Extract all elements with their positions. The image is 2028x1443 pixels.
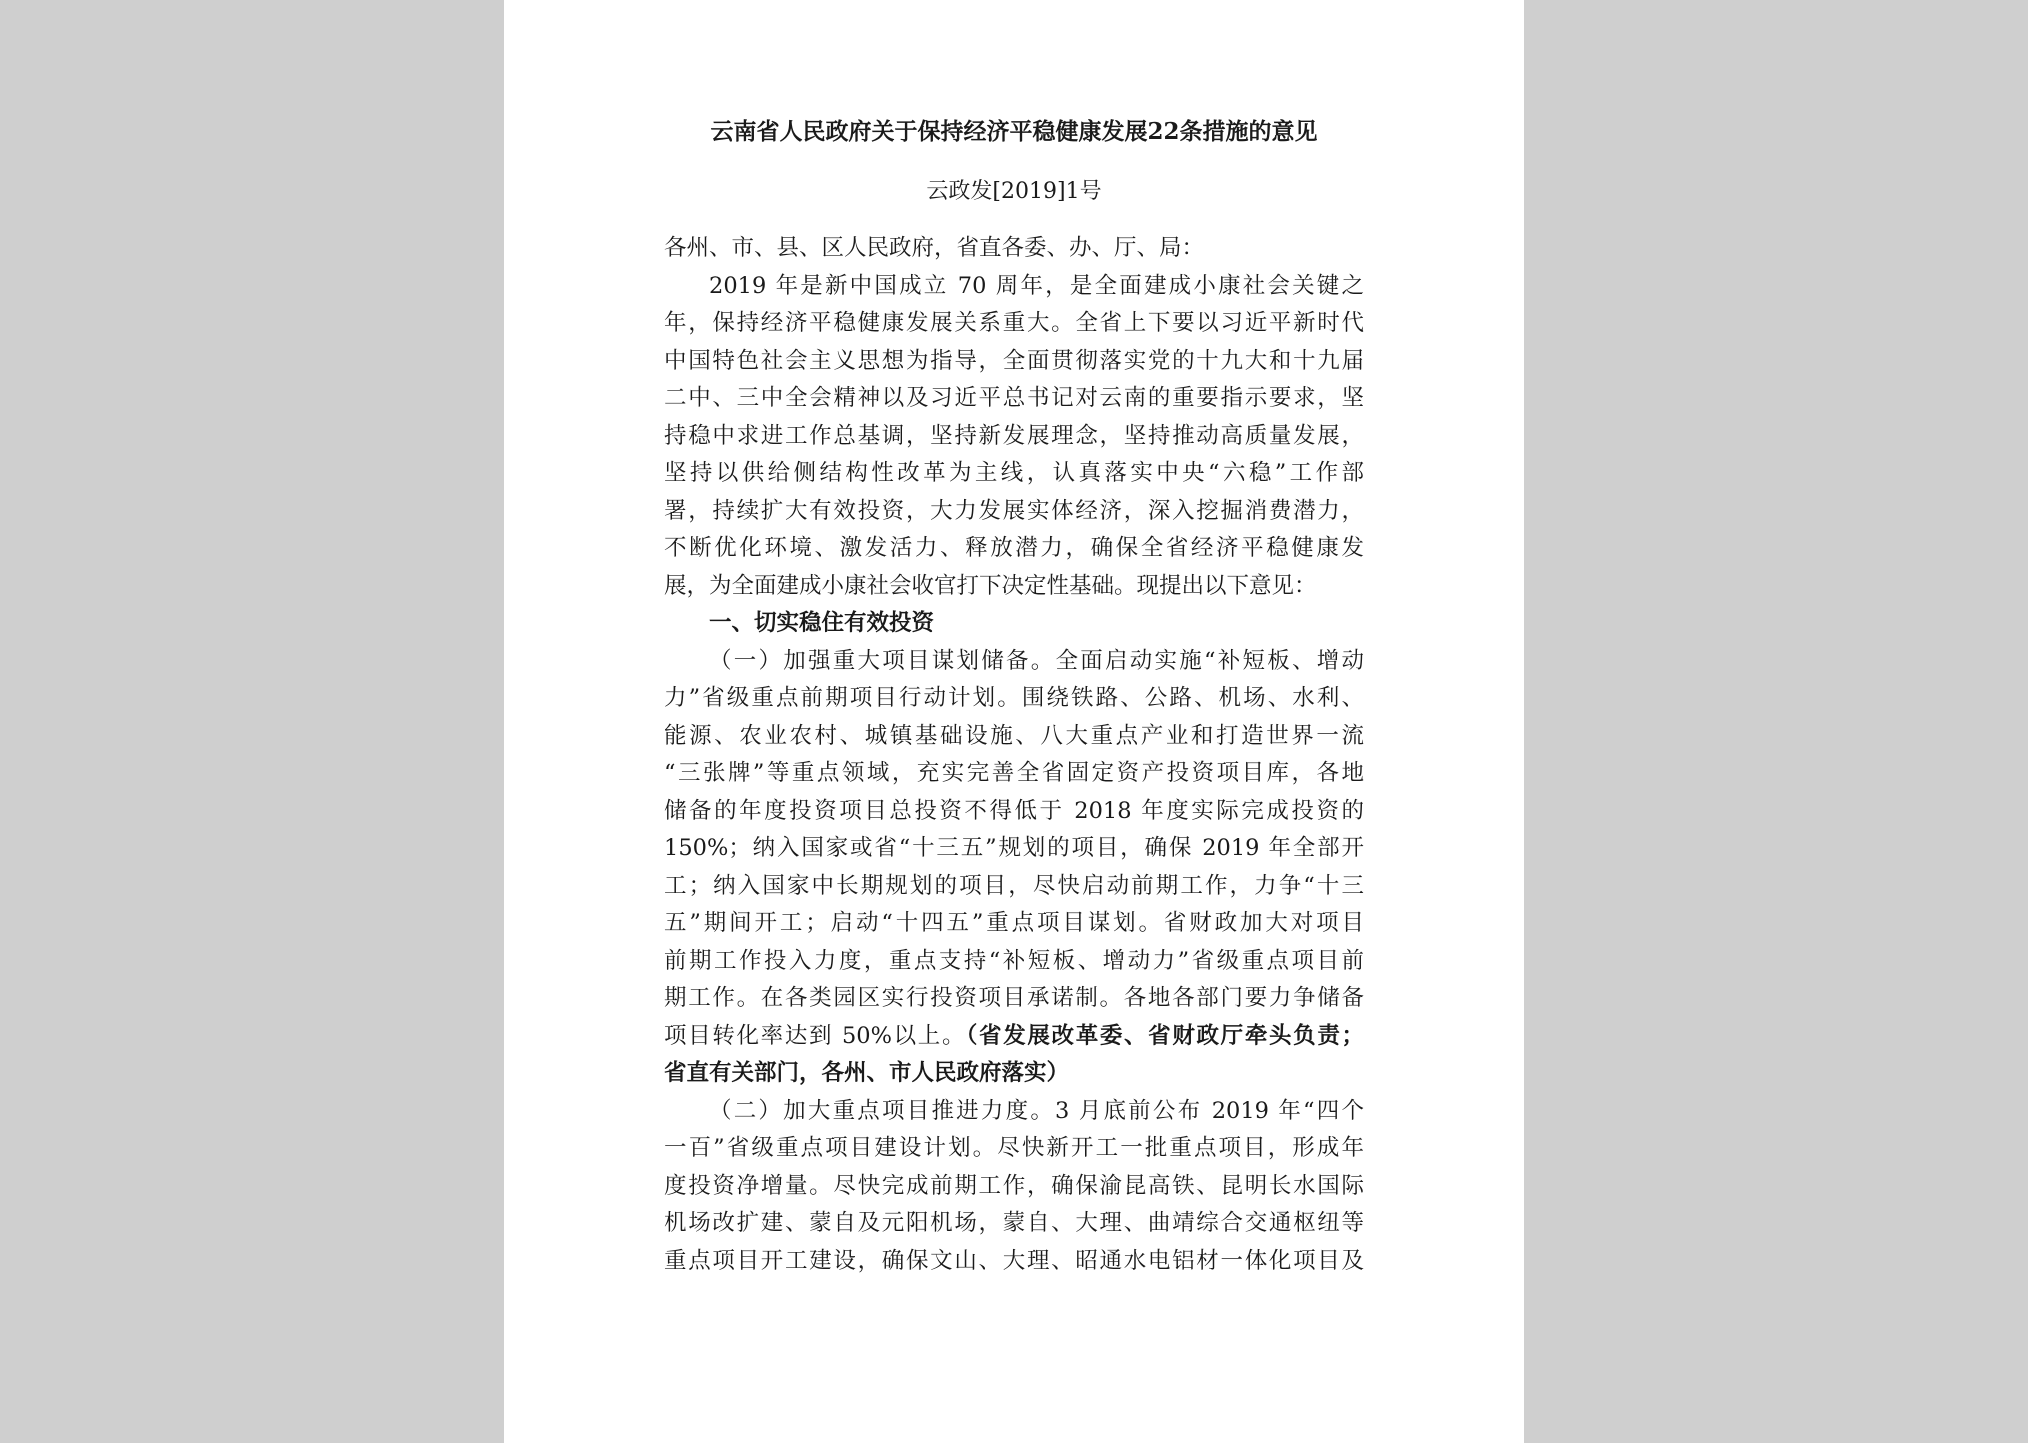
responsible-note: 省直有关部门，各州、市人民政府落实） <box>664 1060 1070 1086</box>
paragraph-line: 坚持以供给侧结构性改革为主线，认真落实中央“六稳”工作部 <box>664 460 1364 486</box>
paragraph-line: 储备的年度投资项目总投资不得低于 2018 年度实际完成投资的 <box>664 797 1364 824</box>
paragraph-line: 度投资净增量。尽快完成前期工作，确保渝昆高铁、昆明长水国际 <box>664 1172 1364 1199</box>
document-number: 云政发[2019]1号 <box>926 179 1102 204</box>
paragraph-line: 五”期间开工；启动“十四五”重点项目谋划。省财政加大对项目 <box>664 910 1364 936</box>
paragraph-line: 力”省级重点前期项目行动计划。围绕铁路、公路、机场、水利、 <box>664 685 1364 711</box>
document-body <box>664 112 1364 1280</box>
paragraph-line: 前期工作投入力度，重点支持“补短板、增动力”省级重点项目前 <box>664 947 1364 974</box>
paragraph-line: 持稳中求进工作总基调，坚持新发展理念，坚持推动高质量发展， <box>664 422 1364 449</box>
paragraph-line: 重点项目开工建设，确保文山、大理、昭通水电铝材一体化项目及 <box>664 1247 1364 1274</box>
salutation: 各州、市、县、区人民政府，省直各委、办、厅、局： <box>664 235 1205 261</box>
paragraph-line: 展，为全面建成小康社会收官打下决定性基础。现提出以下意见： <box>664 572 1317 599</box>
paragraph-line: （一）加强重大项目谋划储备。全面启动实施“补短板、增动 <box>709 647 1364 674</box>
section-heading: 一、切实稳住有效投资 <box>709 610 935 636</box>
paragraph-line: 2019 年是新中国成立 70 周年，是全面建成小康社会关键之 <box>709 272 1364 299</box>
document-title: 云南省人民政府关于保持经济平稳健康发展22条措施的意见 <box>710 118 1318 145</box>
paragraph-line: “三张牌”等重点领域，充实完善全省固定资产投资项目库，各地 <box>664 760 1364 786</box>
paragraph-line: 署，持续扩大有效投资，大力发展实体经济，深入挖掘消费潜力， <box>664 497 1364 524</box>
paragraph-line: 二中、三中全会精神以及习近平总书记对云南的重要指示要求，坚 <box>664 385 1364 411</box>
paragraph-line: 能源、农业农村、城镇基础设施、八大重点产业和打造世界一流 <box>664 722 1364 749</box>
responsible-note: （省发展改革委、省财政厅牵头负责； <box>966 1022 1364 1049</box>
paragraph-line: 150%；纳入国家或省“十三五”规划的项目，确保 2019 年全部开 <box>664 835 1364 861</box>
paragraph-line: 不断优化环境、激发活力、释放潜力，确保全省经济平稳健康发 <box>664 535 1364 561</box>
document-page <box>504 0 1524 1443</box>
paragraph-line: 中国特色社会主义思想为指导，全面贯彻落实党的十九大和十九届 <box>664 347 1364 374</box>
paragraph-line: 期工作。在各类园区实行投资项目承诺制。各地各部门要力争储备 <box>664 985 1364 1011</box>
paragraph-line: 工；纳入国家中长期规划的项目，尽快启动前期工作，力争“十三 <box>664 872 1364 899</box>
paragraph-line <box>664 1018 1364 1056</box>
paragraph-line: 年，保持经济平稳健康发展关系重大。全省上下要以习近平新时代 <box>664 310 1364 336</box>
paragraph-line: （二）加大重点项目推进力度。3 月底前公布 2019 年“四个 <box>709 1097 1364 1124</box>
paragraph-text: 项目转化率达到 50%以上。 <box>664 1022 967 1049</box>
paragraph-line: 一百”省级重点项目建设计划。尽快新开工一批重点项目，形成年 <box>664 1135 1364 1161</box>
paragraph-line: 机场改扩建、蒙自及元阳机场，蒙自、大理、曲靖综合交通枢纽等 <box>664 1210 1364 1236</box>
